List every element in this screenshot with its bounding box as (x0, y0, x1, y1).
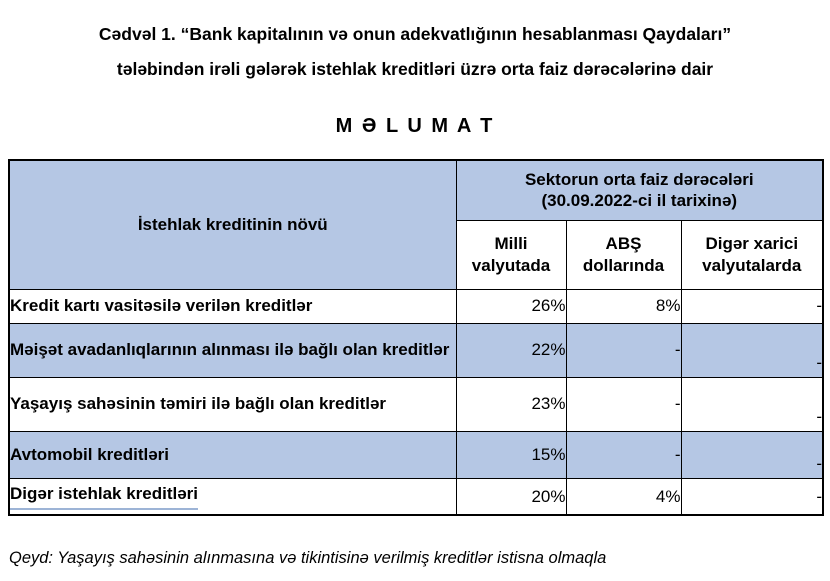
cell-diger-valyutalarda: - (681, 431, 823, 478)
cell-diger-valyutalarda: - (681, 478, 823, 515)
rates-table (8, 159, 824, 517)
cell-milli-valyutada: 22% (456, 323, 566, 377)
document-title-line2: tələbindən irəli gələrək istehlak kreditləri üzrə orta faiz dərəcələrinə dair (116, 59, 714, 80)
table-row-credit-cards (9, 289, 823, 323)
cell-diger-valyutalarda: - (681, 323, 823, 377)
cell-abs-dollarinda: 4% (566, 478, 681, 515)
cell-abs-dollarinda: - (566, 431, 681, 478)
group-header-line1: Sektorun orta faiz dərəcələri (524, 170, 754, 189)
table-row-household-appliances (9, 323, 823, 377)
column-header-credit-type: İstehlak kreditinin növü (9, 160, 456, 290)
cell-milli-valyutada: 23% (456, 377, 566, 431)
column-group-header-sector-rates (456, 160, 823, 221)
column-header-other-currencies: Digər xarici valyutalarda (681, 220, 823, 289)
row-label (9, 478, 456, 515)
table-row-auto-loans (9, 431, 823, 478)
cell-milli-valyutada: 20% (456, 478, 566, 515)
group-header-line2: (30.09.2022-ci il tarixinə) (541, 191, 738, 211)
document-heading-melumat: M Ə L U M A T (335, 114, 495, 137)
row-label: Yaşayış sahəsinin təmiri ilə bağlı olan kreditlər (9, 377, 456, 431)
document-title-line1: Cədvəl 1. “Bank kapitalının və onun adekvatlığının hesablanması Qaydaları” (98, 24, 732, 44)
row-label: Məişət avadanlıqlarının alınması ilə bağlı olan kreditlər (9, 323, 456, 377)
column-header-us-dollars: ABŞ dollarında (566, 220, 681, 289)
column-header-national-currency: Milli valyutada (456, 220, 566, 289)
row-label-underlined-text: Digər istehlak kreditləri (10, 483, 198, 509)
cell-abs-dollarinda: - (566, 323, 681, 377)
table-row-other-consumer-loans (9, 478, 823, 515)
row-label: Kredit kartı vasitəsilə verilən kreditlər (9, 289, 456, 323)
cell-abs-dollarinda: 8% (566, 289, 681, 323)
cell-milli-valyutada: 26% (456, 289, 566, 323)
table-header-row-1 (9, 160, 823, 221)
cell-abs-dollarinda: - (566, 377, 681, 431)
cell-diger-valyutalarda: - (681, 289, 823, 323)
table-row-home-repair (9, 377, 823, 431)
row-label: Avtomobil kreditləri (9, 431, 456, 478)
cell-milli-valyutada: 15% (456, 431, 566, 478)
cell-diger-valyutalarda: - (681, 377, 823, 431)
footnote: Qeyd: Yaşayış sahəsinin alınmasına və tikintisinə verilmiş kreditlər istisna olmaqla (9, 549, 607, 568)
